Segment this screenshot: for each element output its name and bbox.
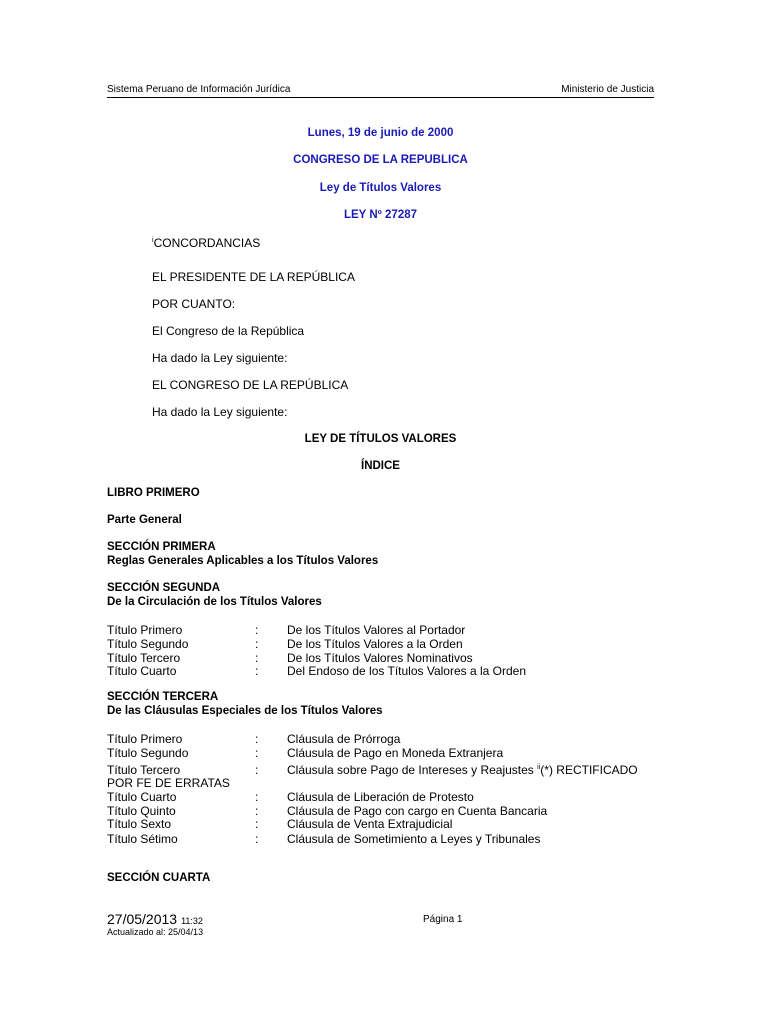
footer-date-text: 27/05/2013 [107, 911, 178, 927]
row-description: Cláusula de Prórroga [287, 732, 401, 746]
row-label: Título Primero [107, 623, 183, 637]
row-separator: : [255, 804, 259, 818]
row-label: Título Quinto [107, 804, 176, 818]
row-separator: : [255, 763, 259, 777]
row-label: Título Cuarto [107, 790, 177, 804]
section-2-title: SECCIÓN SEGUNDA [107, 582, 221, 594]
section-2-subtitle: De la Circulación de los Títulos Valores [107, 596, 322, 608]
rectificado-note: (*) RECTIFICADO [540, 763, 638, 777]
row-description: Cláusula de Venta Extrajudicial [287, 817, 453, 831]
row-separator: : [255, 746, 259, 760]
concordancias-line [152, 236, 260, 250]
president-line: EL PRESIDENTE DE LA REPÚBLICA [152, 270, 355, 284]
endnote-marker[interactable]: ii [537, 764, 541, 771]
row-description: Cláusula de Pago en Moneda Extranjera [287, 746, 504, 760]
row-separator: : [255, 817, 259, 831]
header-right: Ministerio de Justicia [561, 84, 654, 95]
concordancias-text: CONCORDANCIAS [153, 236, 261, 250]
section-1-title: SECCIÓN PRIMERA [107, 541, 216, 553]
row-separator: : [255, 664, 259, 678]
law-number: LEY Nº 27287 [343, 209, 418, 221]
section-4-title: SECCIÓN CUARTA [107, 872, 211, 884]
row-label: Título Sexto [107, 817, 172, 831]
row-separator: : [255, 790, 259, 804]
page-header [107, 84, 654, 98]
congress-title: CONGRESO DE LA REPUBLICA [293, 154, 468, 166]
row-description: De los Títulos Valores a la Orden [287, 637, 463, 651]
footer-time: 11:32 [181, 916, 203, 926]
index-row [107, 664, 667, 678]
date-line: Lunes, 19 de junio de 2000 [307, 127, 454, 139]
section-3-title: SECCIÓN TERCERA [107, 691, 219, 703]
index-row [107, 637, 667, 651]
row-label: Título Segundo [107, 637, 189, 651]
row-label: Título Sétimo [107, 832, 178, 846]
index-row [107, 623, 667, 637]
row-label: Título Tercero [107, 763, 181, 777]
index-row [107, 746, 667, 760]
index-row [107, 790, 667, 804]
law-name: Ley de Títulos Valores [319, 182, 442, 194]
index-row [107, 817, 667, 831]
el-congreso-line: EL CONGRESO DE LA REPÚBLICA [152, 378, 349, 392]
row-separator: : [255, 637, 259, 651]
footer-date [107, 911, 203, 927]
row-description: De los Títulos Valores Nominativos [287, 651, 473, 665]
updated-date: Actualizado al: 25/04/13 [107, 927, 204, 937]
index-row [107, 832, 667, 846]
row-label: Título Cuarto [107, 664, 177, 678]
row-label: Título Tercero [107, 651, 181, 665]
index-row [107, 651, 667, 665]
indice-heading: ÍNDICE [361, 460, 400, 472]
section-3-subtitle: De las Cláusulas Especiales de los Títulos Valores [107, 705, 383, 717]
parte-heading: Parte General [107, 514, 182, 526]
ha-dado-line-1: Ha dado la Ley siguiente: [152, 351, 288, 365]
row-separator: : [255, 732, 259, 746]
index-row [107, 732, 667, 746]
row-separator: : [255, 651, 259, 665]
row-description: Cláusula de Sometimiento a Leyes y Tribunales [287, 832, 541, 846]
libro-heading: LIBRO PRIMERO [107, 487, 200, 499]
index-row [107, 763, 667, 777]
section-1-subtitle: Reglas Generales Aplicables a los Títulos Valores [107, 555, 379, 567]
por-cuanto-line: POR CUANTO: [152, 297, 236, 311]
row-separator: : [255, 623, 259, 637]
row-label: Título Primero [107, 732, 183, 746]
congreso-line: El Congreso de la República [152, 324, 305, 338]
row-separator: : [255, 832, 259, 846]
ha-dado-line-2: Ha dado la Ley siguiente: [152, 405, 288, 419]
row-description: De los Títulos Valores al Portador [287, 623, 466, 637]
row-label: Título Segundo [107, 746, 189, 760]
errata-continuation: POR FE DE ERRATAS [107, 776, 230, 790]
header-left: Sistema Peruano de Información Jurídica [107, 84, 291, 95]
row-description: Cláusula de Liberación de Protesto [287, 790, 474, 804]
law-title: LEY DE TÍTULOS VALORES [304, 433, 457, 445]
endnote-marker[interactable]: i [152, 237, 154, 244]
row-description: Cláusula de Pago con cargo en Cuenta Bancaria [287, 804, 548, 818]
row-description [287, 763, 638, 777]
page-number: Página 1 [423, 914, 463, 925]
index-row [107, 804, 667, 818]
row-description: Del Endoso de los Títulos Valores a la Orden [287, 664, 527, 678]
row-description-text: Cláusula sobre Pago de Intereses y Reajustes [287, 763, 538, 777]
